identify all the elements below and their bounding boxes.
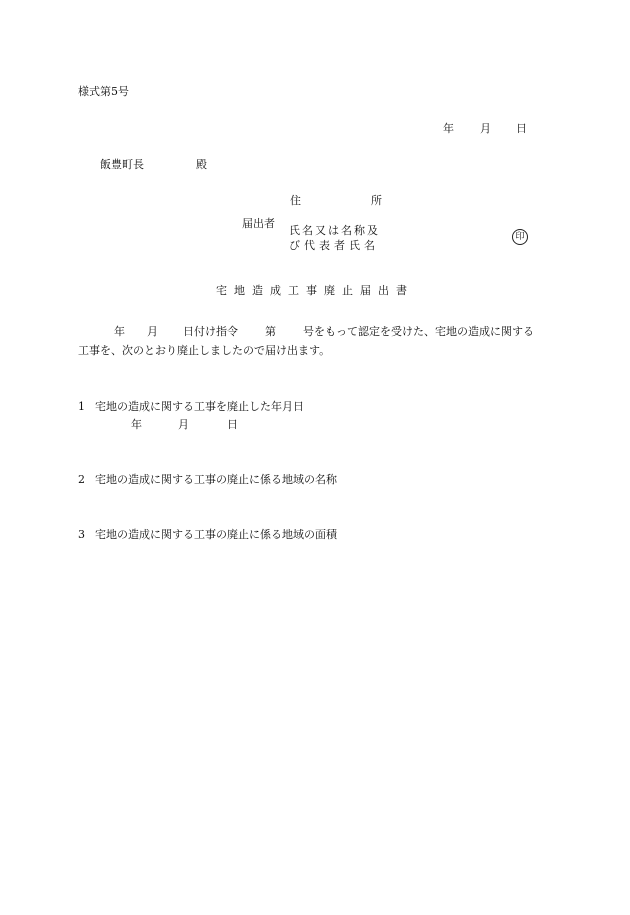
body-number-prefix: 第 xyxy=(265,325,276,338)
body-line1-rest: 号をもって認定を受けた、宅地の造成に関する xyxy=(303,325,534,338)
body-month: 月 xyxy=(147,325,158,338)
address-label-char2: 所 xyxy=(371,194,382,207)
form-number: 様式第5号 xyxy=(78,85,129,98)
item-2-text: 宅地の造成に関する工事の廃止に係る地域の名称 xyxy=(95,473,337,486)
body-line2: 工事を、次のとおり廃止しましたので届け出ます。 xyxy=(78,344,331,357)
item-1-day: 日 xyxy=(227,418,238,431)
date-month: 月 xyxy=(480,122,491,135)
addressee-mayor: 飯豊町長 xyxy=(100,158,144,171)
addressee-honorific: 殿 xyxy=(196,158,207,171)
item-1-text: 宅地の造成に関する工事を廃止した年月日 xyxy=(95,400,304,413)
item-1-number: 1 xyxy=(78,400,85,413)
address-label-char1: 住 xyxy=(290,194,301,207)
body-year: 年 xyxy=(114,325,125,338)
body-designation: 日付け指令 xyxy=(183,325,238,338)
item-3-number: 3 xyxy=(78,528,85,541)
document-title: 宅地造成工事廃止届出書 xyxy=(216,284,414,297)
seal-mark: 印 xyxy=(512,229,528,245)
item-3-text: 宅地の造成に関する工事の廃止に係る地域の面積 xyxy=(95,528,337,541)
item-2-number: 2 xyxy=(78,473,85,486)
item-1-year: 年 xyxy=(131,418,142,431)
date-year: 年 xyxy=(443,122,454,135)
notifier-label: 届出者 xyxy=(242,217,275,230)
name-label-line2: び代表者氏名 xyxy=(289,239,379,252)
name-label-line1: 氏名又は名称及 xyxy=(289,224,380,237)
item-1-month: 月 xyxy=(178,418,189,431)
date-day: 日 xyxy=(516,122,527,135)
